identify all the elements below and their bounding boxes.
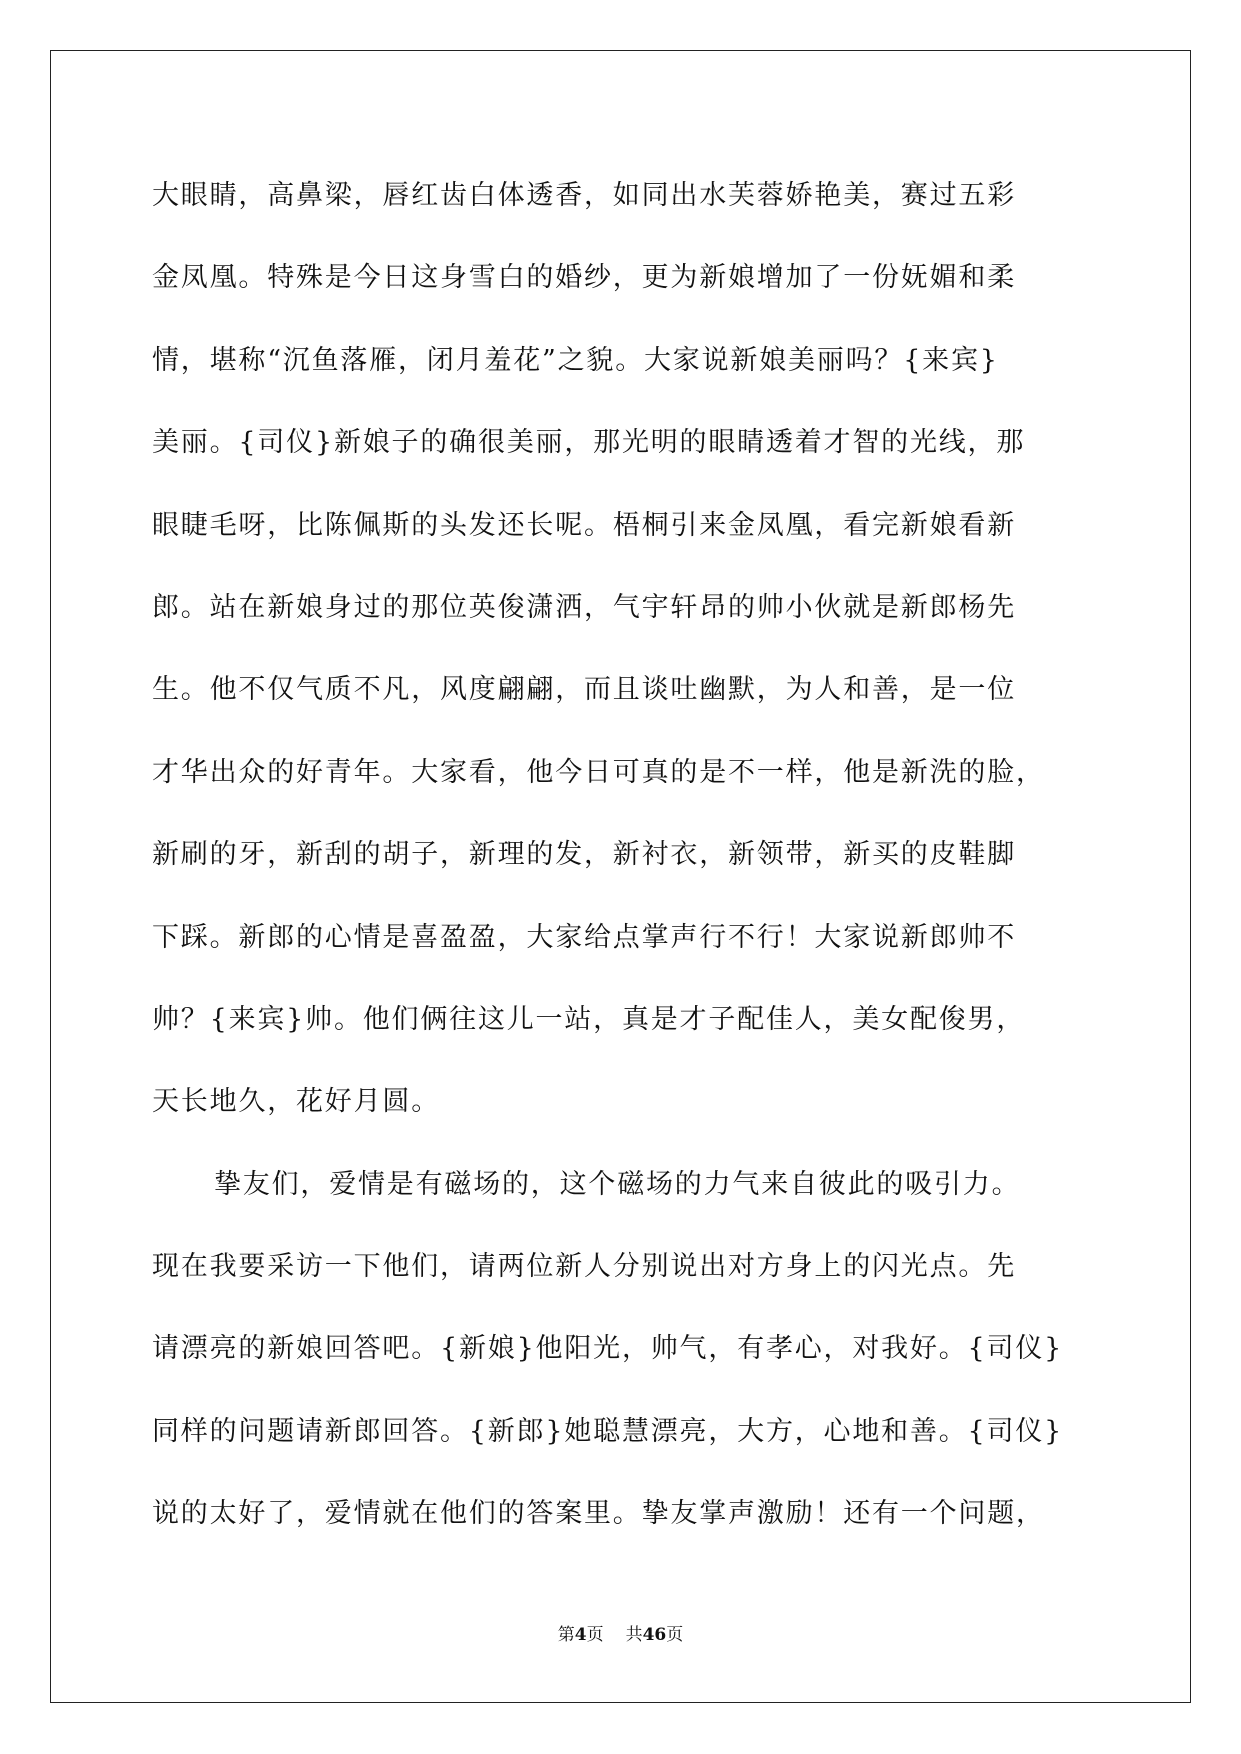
text-line: 金凤凰。特殊是今日这身雪白的婚纱，更为新娘增加了一份妩媚和柔	[152, 262, 1016, 294]
text-line: 生。他不仅气质不凡，风度翩翩，而且谈吐幽默，为人和善，是一位	[152, 674, 1016, 706]
text-line: 同样的问题请新郎回答。{新郎}她聪慧漂亮，大方，心地和善。{司仪}	[152, 1415, 1064, 1447]
text-line: 天长地久，花好月圆。	[152, 1086, 440, 1118]
footer-total-prefix: 共	[625, 1625, 643, 1645]
text-line: 郎。站在新娘身过的那位英俊潇洒，气宇轩昂的帅小伙就是新郎杨先	[152, 591, 1016, 623]
text-line: 美丽。{司仪}新娘子的确很美丽，那光明的眼睛透着才智的光线，那	[152, 427, 1026, 459]
text-line: 现在我要采访一下他们，请两位新人分别说出对方身上的闪光点。先	[152, 1251, 1016, 1283]
text-line: 眼睫毛呀，比陈佩斯的头发还长呢。梧桐引来金凤凰，看完新娘看新	[152, 509, 1016, 541]
page-footer	[0, 1620, 1241, 1645]
footer-page-suffix: 页	[586, 1625, 604, 1645]
total-pages: 46	[642, 1625, 667, 1645]
text-line: 新刷的牙，新刮的胡子，新理的发，新衬衣，新领带，新买的皮鞋脚	[152, 839, 1016, 871]
text-line: 才华出众的好青年。大家看，他今日可真的是不一样，他是新洗的脸，	[152, 756, 1045, 788]
paragraph-start-line: 挚友们，爱情是有磁场的，这个磁场的力气来自彼此的吸引力。	[214, 1168, 1021, 1200]
footer-prefix: 第	[557, 1625, 575, 1645]
page-number: 4	[574, 1625, 587, 1645]
text-line: 下踩。新郎的心情是喜盈盈，大家给点掌声行不行！大家说新郎帅不	[152, 921, 1016, 953]
footer-total-suffix: 页	[666, 1625, 684, 1645]
text-line: 情，堪称“沉鱼落雁，闭月羞花”之貌。大家说新娘美丽吗？{来宾}	[152, 344, 999, 376]
text-line: 帅？{来宾}帅。他们俩往这儿一站，真是才子配佳人，美女配俊男，	[152, 1003, 1026, 1035]
text-line: 说的太好了，爱情就在他们的答案里。挚友掌声激励！还有一个问题，	[152, 1498, 1045, 1530]
body-text	[152, 155, 1102, 1556]
text-line: 大眼睛，高鼻梁，唇红齿白体透香，如同出水芙蓉娇艳美，赛过五彩	[152, 180, 1016, 211]
text-line: 请漂亮的新娘回答吧。{新娘}他阳光，帅气，有孝心，对我好。{司仪}	[152, 1333, 1064, 1365]
